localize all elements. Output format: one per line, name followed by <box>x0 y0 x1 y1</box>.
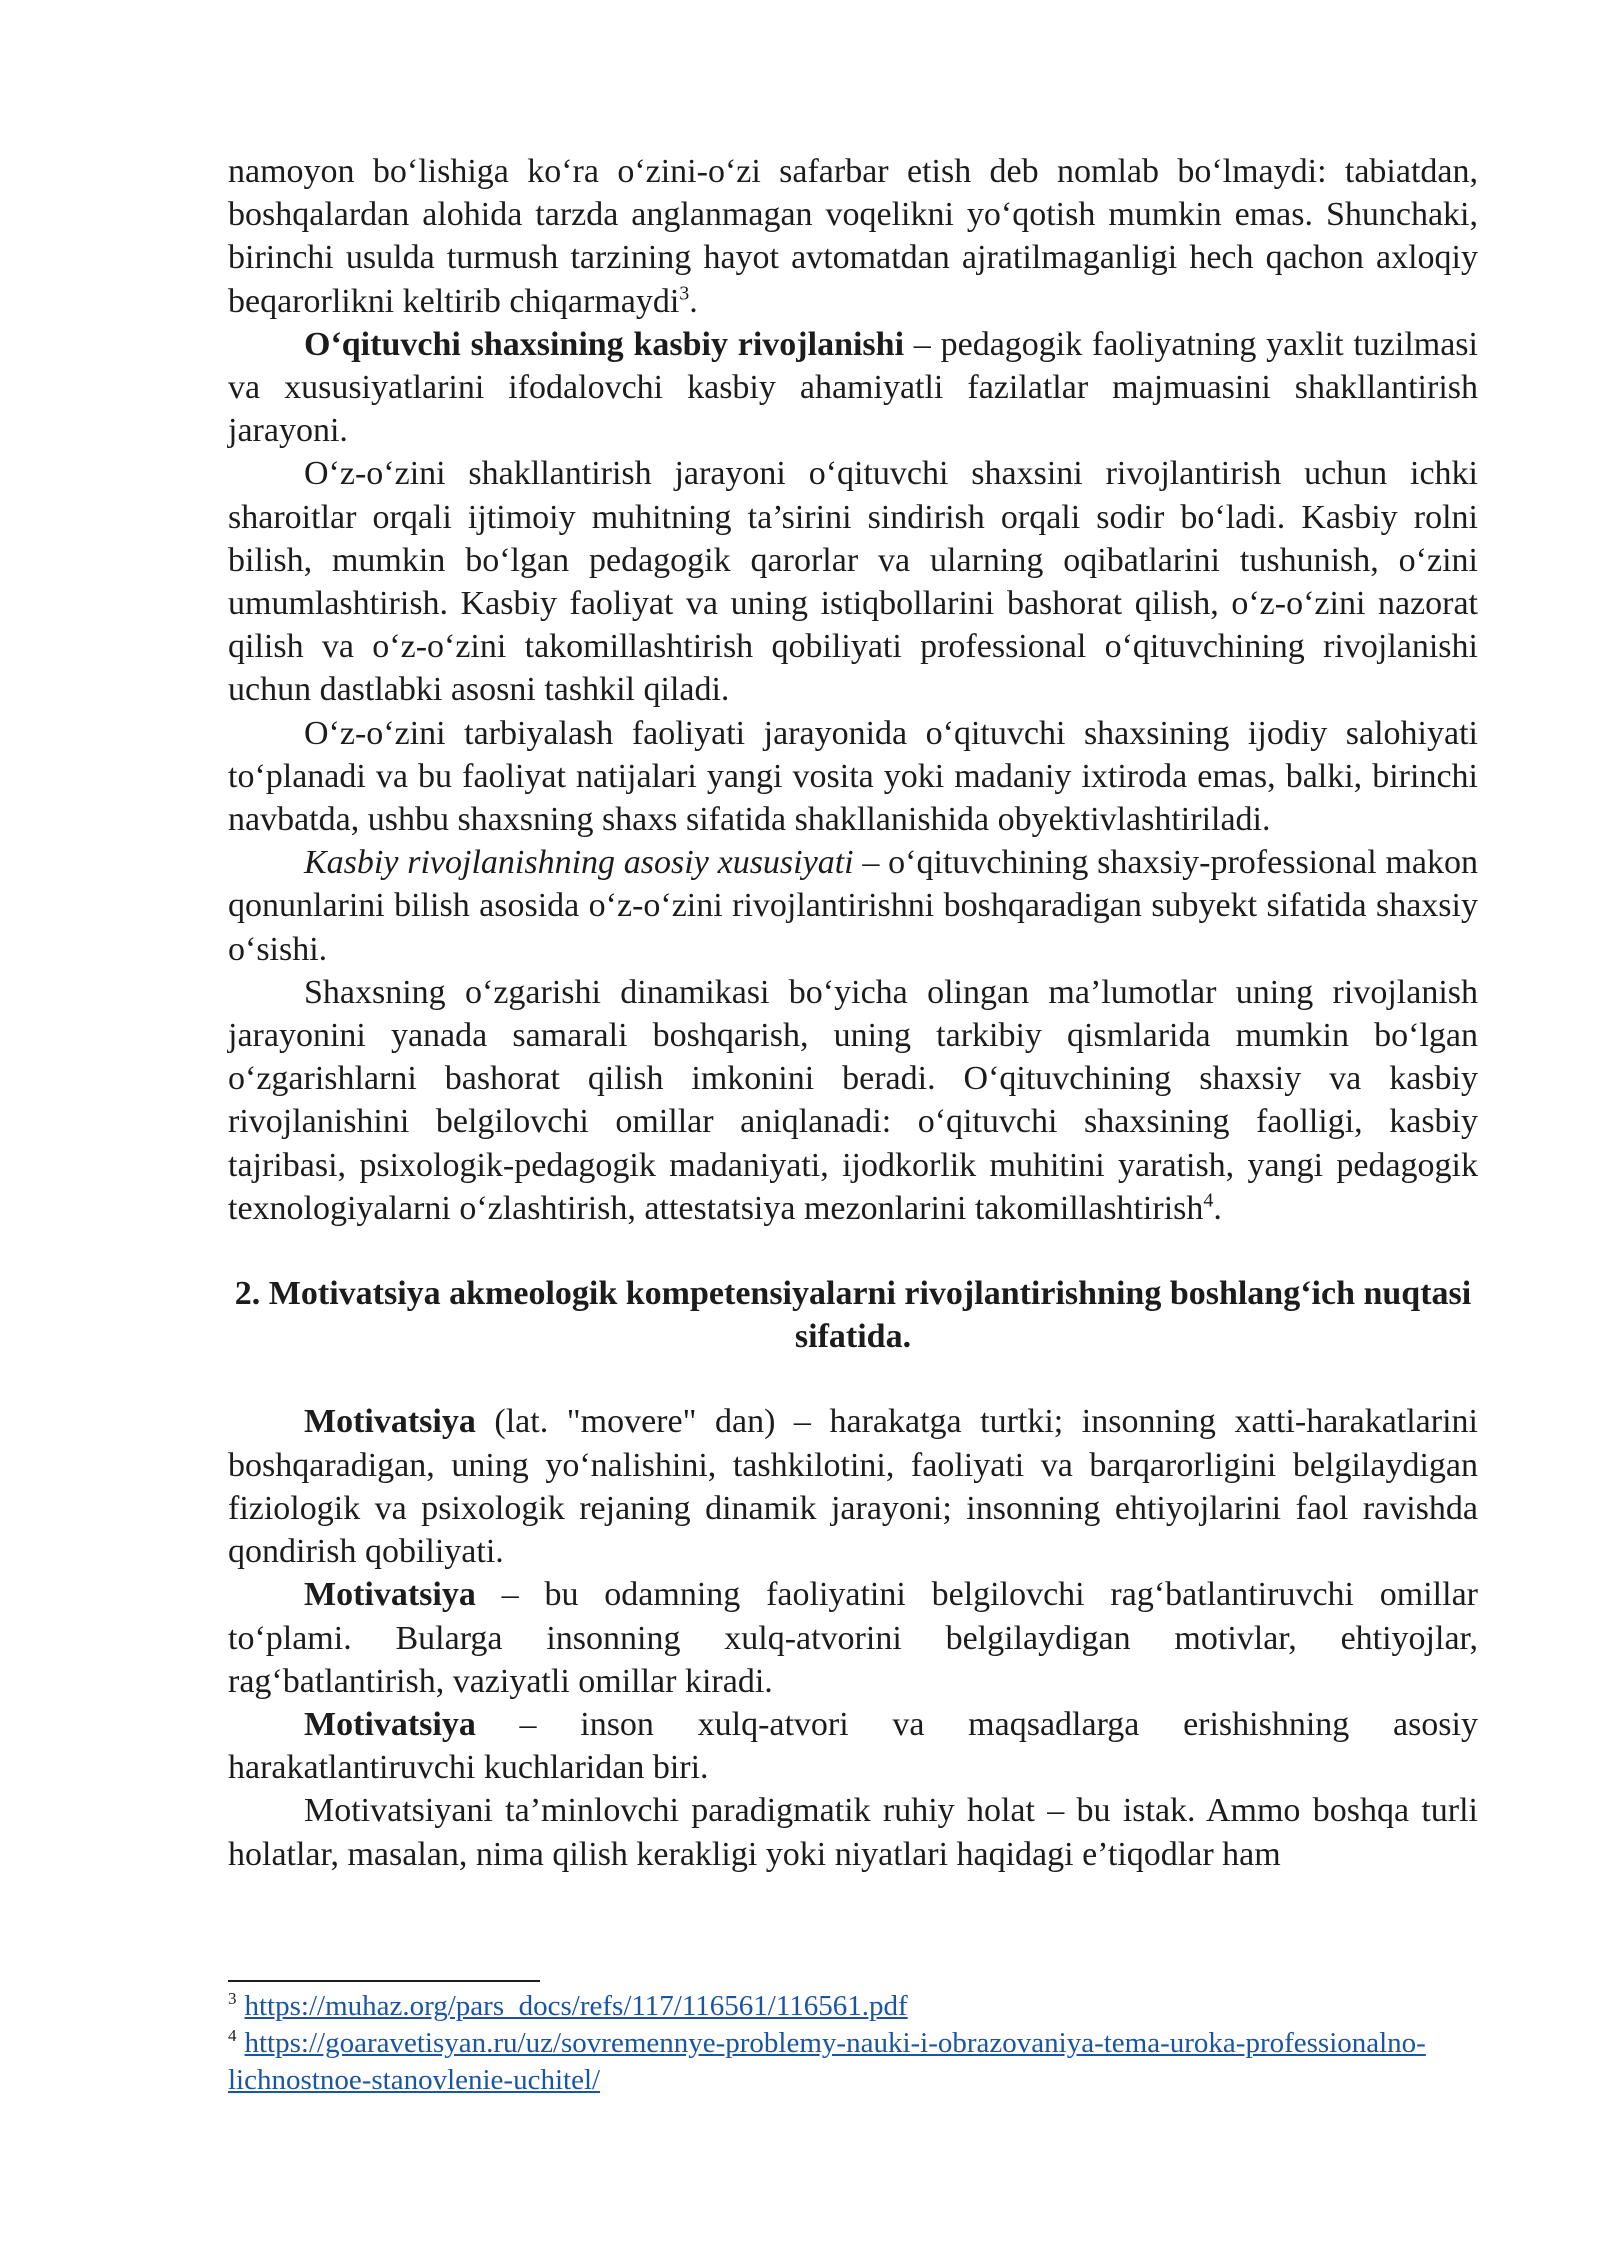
footnote-ref-4[interactable]: 4 <box>1203 1189 1214 1212</box>
footnote-4 <box>228 2025 1478 2099</box>
footnote-mark: 4 <box>228 2026 237 2046</box>
paragraph-definition-professional-development: O‘qituvchi shaxsining kasbiy rivojlanishi – pedagogik faoliyatning yaxlit tuzilmasi va xususiyatlarini ifodalovchi kasbiy ahamiyatli fazilatlar majmuasini shakllantirish jarayoni. <box>228 325 1478 450</box>
footnote-link[interactable]: https://muhaz.org/pars_docs/refs/117/116561/116561.pdf <box>244 1990 908 2022</box>
paragraph-motivation-definition-1: Motivatsiya (lat. "movere" dan) – harakatga turtki; insonning xatti-harakatlarini boshqaradigan, uning yo‘nalishini, tashkilotini, faoliyati va barqarorligini belgilaydigan fiziologik va psixologik rejaning dinamik jarayoni; insonning ehtiyojlarini faol ravishda qondirish qobiliyati. <box>228 1403 1478 1571</box>
paragraph-continuation: namoyon bo‘lishiga ko‘ra o‘zini-o‘zi safarbar etish deb nomlab bo‘lmaydi: tabiatdan, boshqalardan alohida tarzda anglanmagan voqelikni yo‘qotish mumkin emas. Shunchaki, birinchi usulda turmush tarzining hayot avtomatdan ajratilmaganligi hech qachon axloqiy beqarorlikni keltirib chiqarmaydi$^3$. <box>228 153 1478 320</box>
footnote-link[interactable]: https://goaravetisyan.ru/uz/sovremennye-problemy-nauki-i-obrazovaniya-tema-uroka-professionalno-lichnostnoe-stanovlenie-uchitel/ <box>228 2027 1426 2096</box>
paragraph-motivation-definition-3: Motivatsiya – inson xulq-atvori va maqsadlarga erishishning asosiy harakatlantiruvchi kuchlaridan biri. <box>228 1705 1478 1787</box>
footnote-mark: 3 <box>228 1989 237 2009</box>
document-body <box>228 150 1478 1876</box>
footnotes <box>228 1988 1478 2099</box>
paragraph-self-education: O‘z-o‘zini tarbiyalash faoliyati jarayonida o‘qituvchi shaxsining ijodiy salohiyati to‘planadi va bu faoliyat natijalari yangi vosita yoki madaniy ixtiroda emas, balki, birinchi navbatda, ushbu shaxsning shaxs sifatida shakllanishida obyektivlashtiriladi. <box>228 714 1478 839</box>
defined-term: O‘qituvchi shaxsining kasbiy rivojlanishi <box>304 325 905 363</box>
paragraph-motivation-definition-2: Motivatsiya – bu odamning faoliyatini belgilovchi rag‘batlantiruvchi omillar to‘plami. Bularga insonning xulq-atvorini belgilaydigan motivlar, ehtiyojlar, rag‘batlantirish, vaziyatli omillar kiradi. <box>228 1576 1478 1700</box>
section-heading: 2. Motivatsiya akmeologik kompetensiyalarni rivojlantirishning boshlang‘ich nuqtasi sifatida. <box>234 1275 1472 1356</box>
defined-term: Motivatsiya <box>304 1705 476 1743</box>
footnote-3 <box>228 1988 1478 2025</box>
paragraph-dynamics: Shaxsning o‘zgarishi dinamikasi bo‘yicha olingan ma’lumotlar uning rivojlanish jarayonini yanada samarali boshqarish, uning tarkibiy qismlarida mumkin bo‘lgan o‘zgarishlarni bashorat qilish imkonini beradi. O‘qituvchining shaxsiy va kasbiy rivojlanishini belgilovchi omillar aniqlanadi: o‘qituvchi shaxsining faolligi, kasbiy tajribasi, psixologik-pedagogik madaniyati, ijodkorlik muhitini yaratish, yangi pedagogik texnologiyalarni o‘zlashtirish, attestatsiya mezonlarini takomillashtirish$^4$. <box>228 973 1478 1227</box>
footnote-separator <box>228 1980 540 1982</box>
paragraph-motivation-state: Motivatsiyani ta’minlovchi paradigmatik ruhiy holat – bu istak. Ammo boshqa turli holatlar, masalan, nima qilish kerakligi yoki niyatlari haqidagi e’tiqodlar ham <box>228 1792 1478 1873</box>
paragraph-main-feature: Kasbiy rivojlanishning asosiy xususiyati – o‘qituvchining shaxsiy-professional makon qonunlarini bilish asosida o‘z-o‘zini rivojlantirishni boshqaradigan subyekt sifatida shaxsiy o‘sishi. <box>228 844 1478 968</box>
defined-term: Motivatsiya <box>304 1403 476 1441</box>
defined-term-italic: Kasbiy rivojlanishning asosiy xususiyati <box>304 844 854 882</box>
paragraph-self-formation: O‘z-o‘zini shakllantirish jarayoni o‘qituvchi shaxsini rivojlantirish uchun ichki sharoitlar orqali ijtimoiy muhitning ta’sirini sindirish orqali sodir bo‘ladi. Kasbiy rolni bilish, mumkin bo‘lgan pedagogik qarorlar va ularning oqibatlarini tushunish, o‘zini umumlashtirish. Kasbiy faoliyat va uning istiqbollarini bashorat qilish, o‘z-o‘zini nazorat qilish va o‘z-o‘zini takomillashtirish qobiliyati professional o‘qituvchining rivojlanishi uchun dastlabki asosni tashkil qiladi. <box>228 455 1478 709</box>
footnote-ref-3[interactable]: 3 <box>679 282 690 305</box>
defined-term: Motivatsiya <box>304 1576 476 1614</box>
